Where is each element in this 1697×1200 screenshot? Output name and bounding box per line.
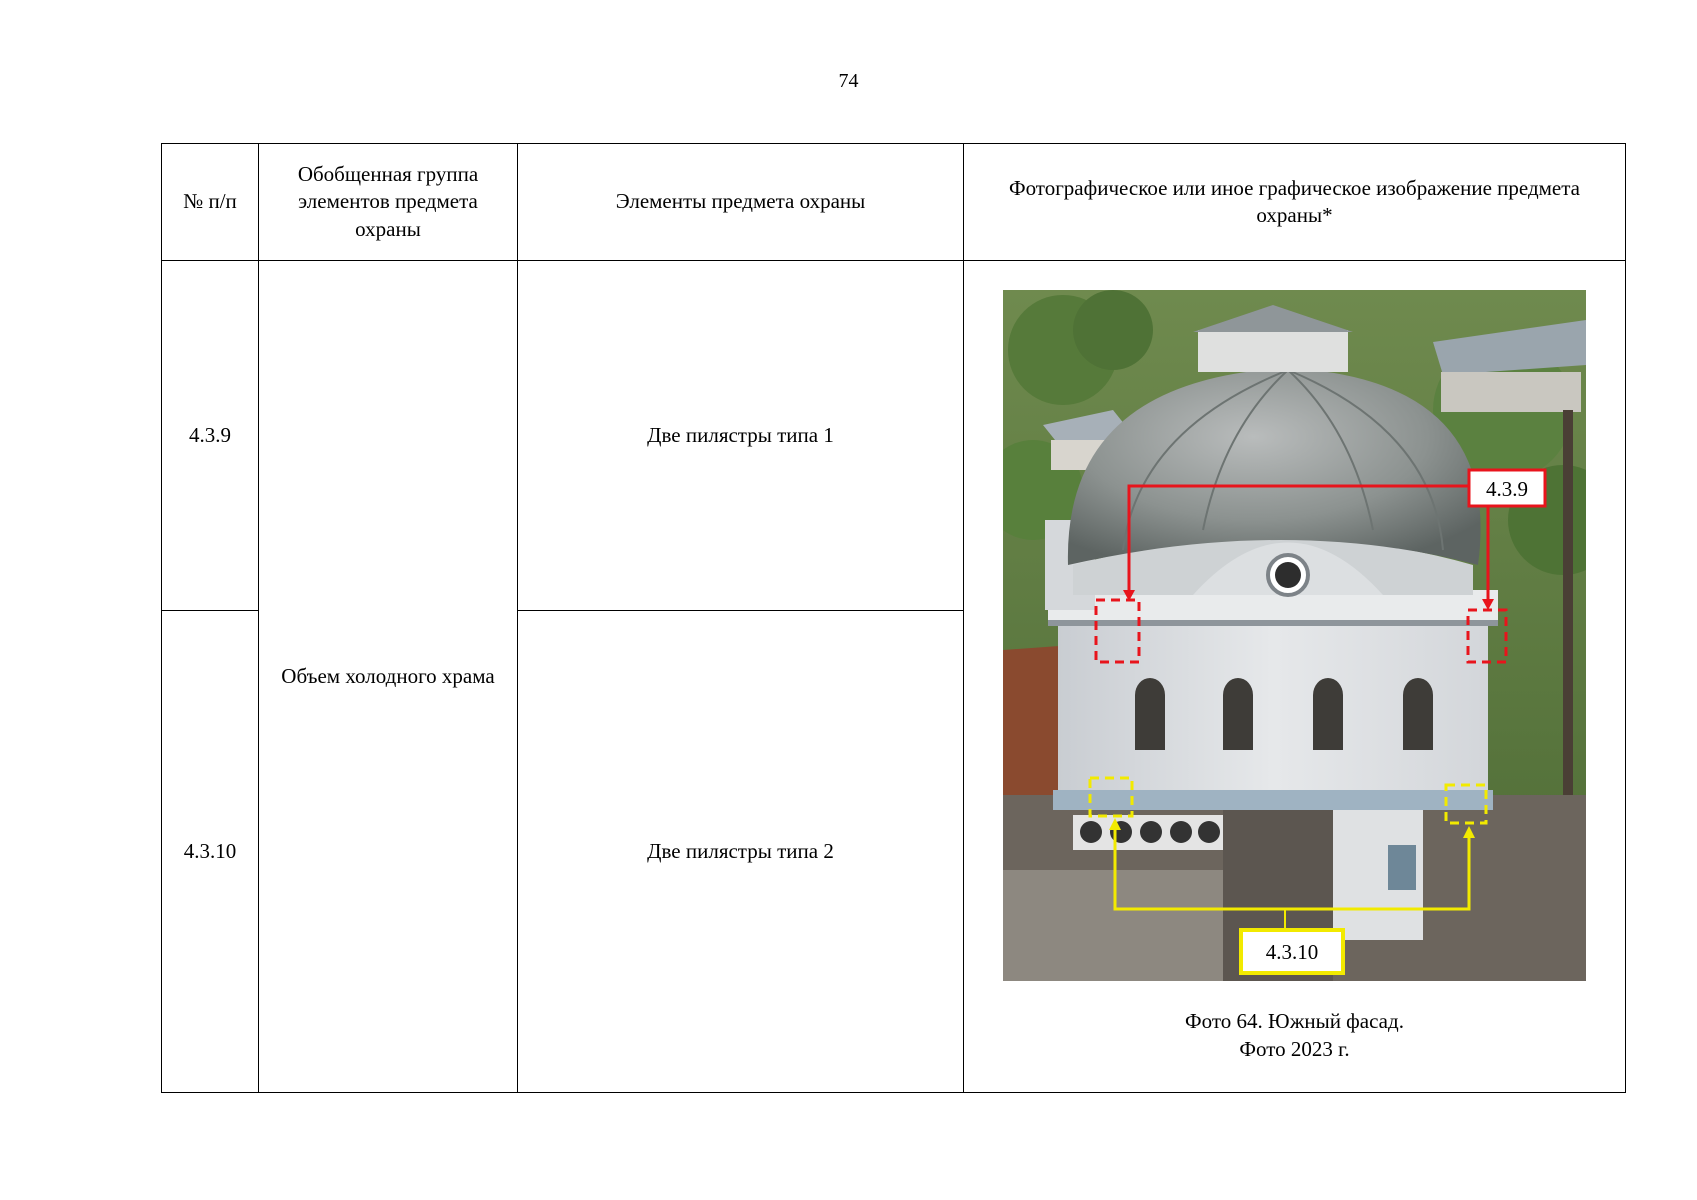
row-element: Две пилястры типа 2 bbox=[518, 611, 964, 1093]
protection-table bbox=[161, 143, 1626, 1093]
header-elements: Элементы предмета охраны bbox=[518, 144, 964, 261]
header-num: № п/п bbox=[162, 144, 259, 261]
photo-cell bbox=[964, 261, 1626, 1093]
page-number: 74 bbox=[838, 70, 859, 92]
caption-line-1: Фото 64. Южный фасад. bbox=[1185, 1009, 1404, 1034]
photo-caption bbox=[972, 1008, 1617, 1063]
table-header-row bbox=[162, 144, 1626, 261]
header-image: Фотографическое или иное графическое изображение предмета охраны* bbox=[964, 144, 1626, 261]
header-group: Обобщенная группа элементов предмета охраны bbox=[259, 144, 518, 261]
row-num: 4.3.9 bbox=[162, 261, 259, 611]
yellow-marker-label: 4.3.10 bbox=[1265, 940, 1319, 965]
red-marker-label: 4.3.9 bbox=[1486, 477, 1528, 502]
table-row bbox=[162, 261, 1626, 611]
ac-units bbox=[1073, 815, 1223, 850]
row-num: 4.3.10 bbox=[162, 611, 259, 1093]
church-photo bbox=[1003, 290, 1586, 981]
row-element: Две пилястры типа 1 bbox=[518, 261, 964, 611]
group-cell: Объем холодного храма bbox=[259, 261, 518, 1093]
caption-line-2: Фото 2023 г. bbox=[1239, 1036, 1350, 1061]
